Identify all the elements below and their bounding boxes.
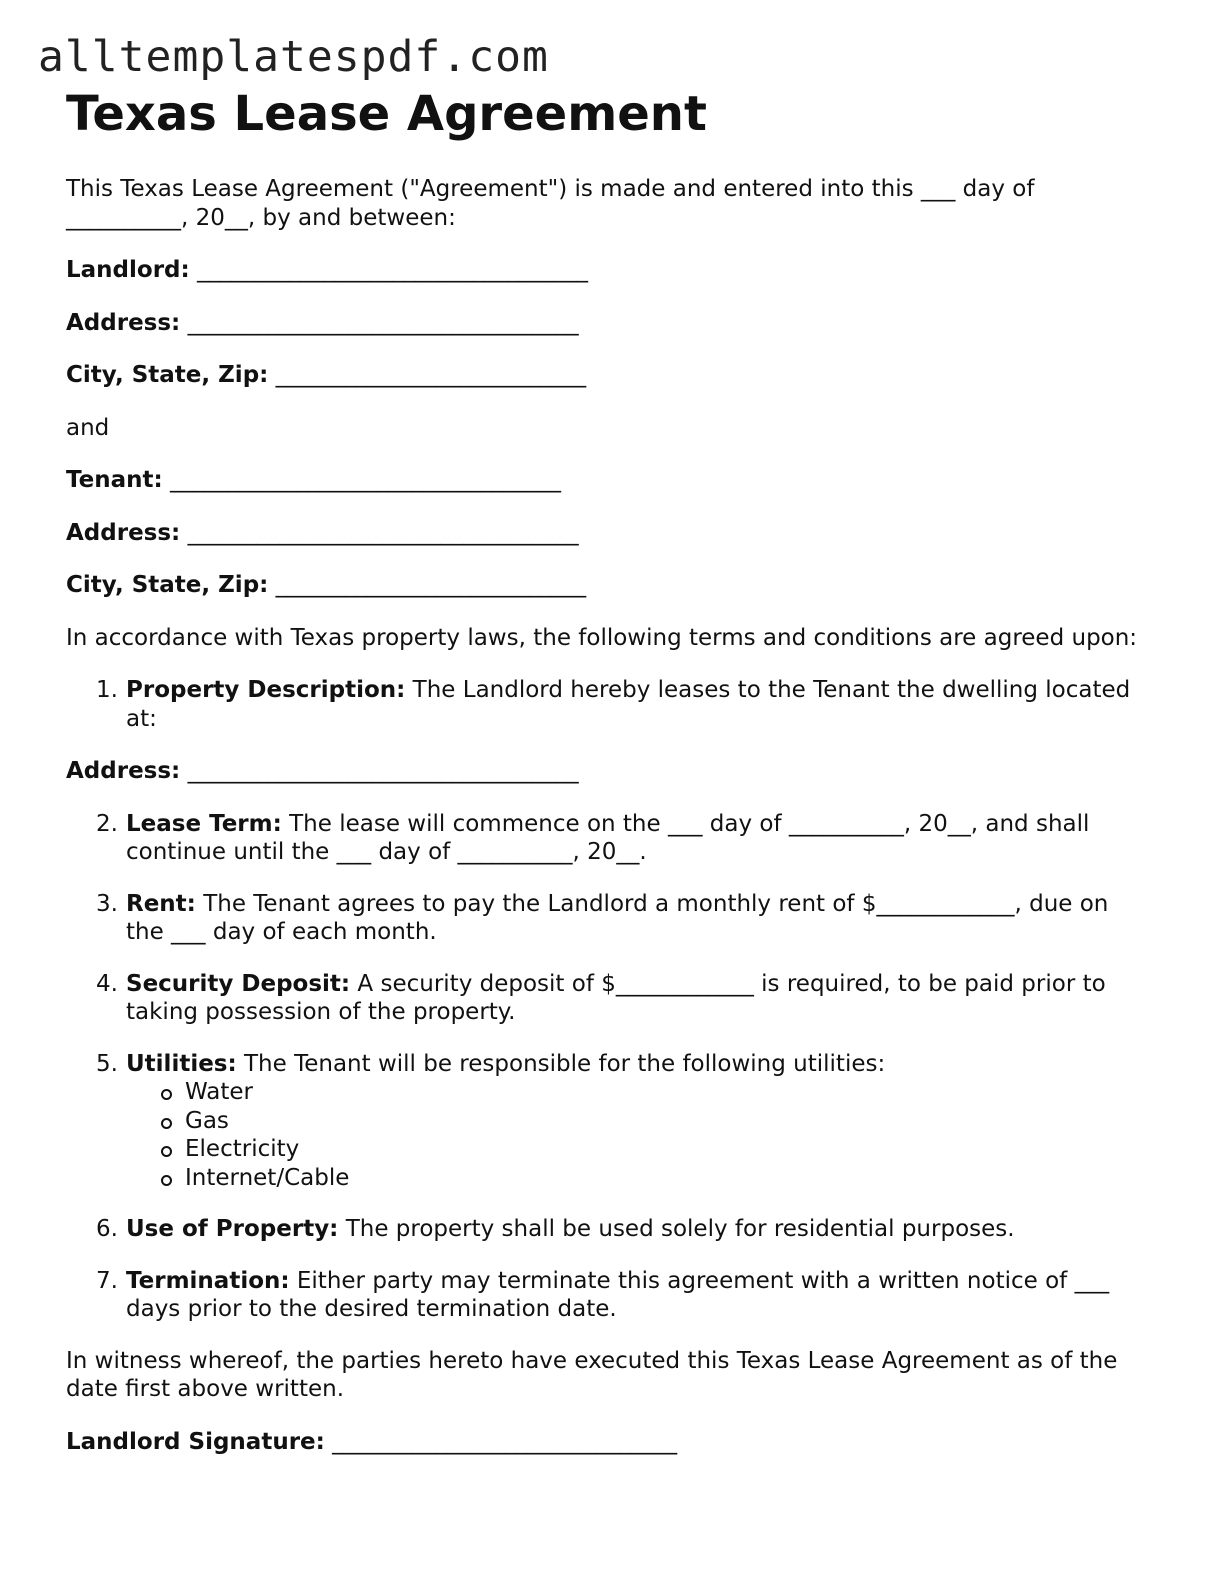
utility-item: Electricity: [185, 1135, 1146, 1164]
landlord-name-label: Landlord:: [66, 257, 190, 283]
term-text: Either party may terminate this agreement with a written notice of ___ days prior to the desired termination date.: [126, 1267, 1110, 1322]
tenant-city-label: City, State, Zip:: [66, 572, 269, 598]
term-property-description: [96, 676, 1146, 733]
tenant-name-label: Tenant:: [66, 467, 163, 493]
term-title: Security Deposit:: [126, 970, 351, 997]
property-address-blank[interactable]: __________________________________: [187, 758, 579, 784]
watermark: alltemplatespdf.com: [38, 32, 549, 82]
property-address-label: Address:: [66, 758, 181, 784]
term-lease-term: [96, 810, 1146, 867]
tenant-address-blank[interactable]: __________________________________: [187, 519, 579, 546]
tenant-address-field: [66, 519, 1146, 548]
term-number: 3.: [96, 890, 118, 917]
tenant-address-label: Address:: [66, 519, 181, 546]
landlord-city-blank[interactable]: ___________________________: [275, 362, 587, 388]
landlord-address-blank[interactable]: __________________________________: [187, 309, 579, 336]
landlord-address-field: [66, 309, 1146, 338]
utility-item: Internet/Cable: [185, 1164, 1146, 1193]
and-text: and: [66, 414, 110, 441]
term-text: The Tenant will be responsible for the following utilities:: [236, 1050, 886, 1077]
landlord-signature-field: [66, 1428, 1146, 1457]
landlord-name-field: [66, 256, 1146, 285]
tenant-city-blank[interactable]: ___________________________: [275, 572, 587, 598]
utilities-list: [126, 1078, 1146, 1192]
property-address-field: [66, 757, 1146, 786]
term-number: 7.: [96, 1267, 118, 1294]
term-text: The Landlord hereby leases to the Tenant the dwelling located at:: [126, 677, 1131, 732]
term-number: 6.: [96, 1216, 118, 1242]
term-title: Rent:: [126, 890, 196, 917]
utility-item: Water: [185, 1078, 1146, 1107]
term-title: Property Description:: [126, 677, 406, 703]
conditions-intro: In accordance with Texas property laws, the following terms and conditions are agreed upon:: [66, 624, 1138, 651]
term-use-of-property: [96, 1215, 1146, 1244]
landlord-city-label: City, State, Zip:: [66, 362, 269, 388]
landlord-signature-blank[interactable]: ______________________________: [332, 1428, 678, 1455]
term-title: Lease Term:: [126, 810, 282, 837]
term-text: The property shall be used solely for residential purposes.: [338, 1216, 1015, 1242]
terms-list-1: [66, 676, 1146, 733]
document-body: [66, 84, 1146, 1456]
term-title: Utilities:: [126, 1050, 237, 1077]
term-text: The lease will commence on the ___ day of __________, 20__, and shall continue until the ___ day of __________, 20__.: [126, 810, 1090, 865]
tenant-name-blank[interactable]: __________________________________: [170, 467, 562, 493]
term-rent: [96, 890, 1146, 947]
witness-paragraph: In witness whereof, the parties hereto have executed this Texas Lease Agreement as of the date first above written.: [66, 1347, 1118, 1402]
tenant-name-field: [66, 466, 1146, 495]
utility-item: Gas: [185, 1107, 1146, 1136]
landlord-address-label: Address:: [66, 309, 181, 336]
landlord-signature-label: Landlord Signature:: [66, 1428, 325, 1455]
landlord-city-field: [66, 361, 1146, 390]
tenant-city-field: [66, 571, 1146, 600]
term-number: 5.: [96, 1050, 118, 1077]
term-text: A security deposit of $____________ is required, to be paid prior to taking possession of the property.: [126, 970, 1106, 1025]
term-title: Termination:: [126, 1267, 290, 1294]
term-number: 1.: [96, 677, 118, 703]
term-title: Use of Property:: [126, 1216, 339, 1242]
term-number: 2.: [96, 810, 118, 837]
terms-list-2: [66, 810, 1146, 1324]
term-number: 4.: [96, 970, 118, 997]
document-title: Texas Lease Agreement: [66, 86, 707, 142]
intro-paragraph: This Texas Lease Agreement ("Agreement") is made and entered into this ___ day of __________, 20__, by and between:: [66, 176, 1035, 231]
term-termination: [96, 1267, 1146, 1324]
term-utilities: [96, 1050, 1146, 1193]
term-security-deposit: [96, 970, 1146, 1027]
term-text: The Tenant agrees to pay the Landlord a monthly rent of $____________, due on the ___ day of each month.: [126, 890, 1109, 945]
landlord-name-blank[interactable]: __________________________________: [197, 257, 589, 283]
